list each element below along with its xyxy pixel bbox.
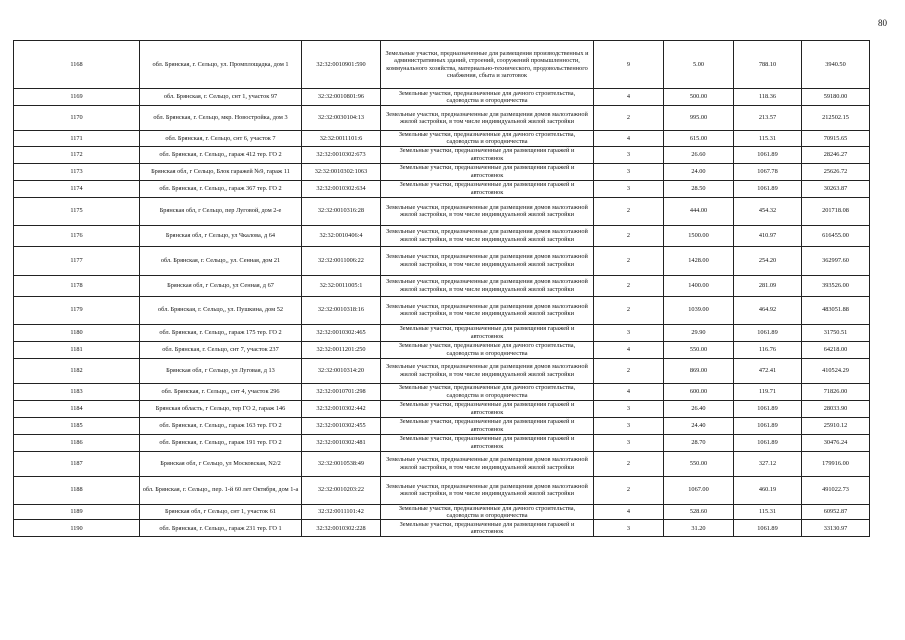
cell-cadastral-number: 32:32:0011201:250	[302, 341, 381, 358]
cell-row-number: 1171	[14, 131, 140, 147]
cell-cadastral-value: 64218.00	[802, 341, 870, 358]
cell-area: 444.00	[664, 197, 734, 225]
cell-address: обл. Брянская, г. Сельцо, ул. Промплощадка, дом 1	[140, 41, 302, 89]
table-row	[14, 324, 870, 341]
cell-row-number: 1181	[14, 341, 140, 358]
cell-row-number: 1184	[14, 400, 140, 417]
cell-cadastral-value: 28033.90	[802, 400, 870, 417]
table-row	[14, 146, 870, 163]
table-row	[14, 89, 870, 106]
cell-cadastral-number: 32:32:0010302:481	[302, 434, 381, 451]
cell-specific-value: 327.12	[734, 451, 802, 476]
cell-area: 995.00	[664, 106, 734, 131]
cell-area: 550.00	[664, 341, 734, 358]
cell-cadastral-value: 491022.73	[802, 476, 870, 504]
cell-group: 4	[594, 131, 664, 147]
cell-address: обл. Брянская, г. Сельцо, мкр. Новостройка, дом 3	[140, 106, 302, 131]
cell-area: 24.40	[664, 417, 734, 434]
cell-address: обл. Брянская, г. Сельцо,, гараж 191 тер. ГО 2	[140, 434, 302, 451]
cell-specific-value: 116.76	[734, 341, 802, 358]
table-row	[14, 341, 870, 358]
cell-cadastral-value: 71826.00	[802, 383, 870, 400]
cell-specific-value: 254.20	[734, 246, 802, 275]
cell-cadastral-number: 32:32:0010316:28	[302, 197, 381, 225]
cell-land-use: Земельные участки, предназначенные для размещения домов малоэтажной жилой застройки, в том числе индивидуальной жилой застройки	[381, 246, 594, 275]
cell-specific-value: 1067.78	[734, 163, 802, 180]
cell-group: 4	[594, 341, 664, 358]
cell-specific-value: 115.31	[734, 131, 802, 147]
cell-cadastral-value: 30263.87	[802, 180, 870, 197]
table-row	[14, 520, 870, 537]
cell-specific-value: 1061.89	[734, 434, 802, 451]
cell-cadastral-value: 25626.72	[802, 163, 870, 180]
cell-address: Брянская обл, г Сельцо, Блок гаражей №9, гараж 11	[140, 163, 302, 180]
cell-specific-value: 119.71	[734, 383, 802, 400]
cell-cadastral-number: 32:32:0010801:96	[302, 89, 381, 106]
cell-group: 2	[594, 197, 664, 225]
cell-row-number: 1178	[14, 275, 140, 296]
cell-group: 3	[594, 324, 664, 341]
cell-specific-value: 410.97	[734, 225, 802, 246]
cell-cadastral-value: 31750.51	[802, 324, 870, 341]
cell-row-number: 1189	[14, 504, 140, 520]
cell-cadastral-number: 32:32:0010901:590	[302, 41, 381, 89]
cell-row-number: 1187	[14, 451, 140, 476]
cell-address: обл. Брянская, г. Сельцо, снт 7, участок 237	[140, 341, 302, 358]
cell-address: обл. Брянская, г. Сельцо,, ул. Пушкина, дом 52	[140, 296, 302, 324]
cell-specific-value: 1061.89	[734, 324, 802, 341]
cell-land-use: Земельные участки, предназначенные для размещения гаражей и автостоянок	[381, 400, 594, 417]
cell-cadastral-value: 362997.60	[802, 246, 870, 275]
cell-cadastral-value: 28246.27	[802, 146, 870, 163]
cell-address: обл. Брянская, г. Сельцо, снт 6, участок 7	[140, 131, 302, 147]
cell-group: 3	[594, 400, 664, 417]
cell-area: 26.40	[664, 400, 734, 417]
cell-area: 615.00	[664, 131, 734, 147]
cell-land-use: Земельные участки, предназначенные для размещения гаражей и автостоянок	[381, 180, 594, 197]
cell-row-number: 1177	[14, 246, 140, 275]
table-row	[14, 275, 870, 296]
cell-group: 2	[594, 451, 664, 476]
cell-area: 5.00	[664, 41, 734, 89]
table-row	[14, 131, 870, 147]
cell-area: 550.00	[664, 451, 734, 476]
cell-cadastral-number: 32:32:0010302:634	[302, 180, 381, 197]
cell-group: 3	[594, 434, 664, 451]
cell-address: обл. Брянская, г. Сельцо,, гараж 231 тер. ГО 1	[140, 520, 302, 537]
cell-specific-value: 1061.89	[734, 400, 802, 417]
cell-cadastral-value: 70915.65	[802, 131, 870, 147]
cell-row-number: 1176	[14, 225, 140, 246]
cell-group: 2	[594, 358, 664, 383]
table-row	[14, 504, 870, 520]
cell-land-use: Земельные участки, предназначенные для размещения гаражей и автостоянок	[381, 417, 594, 434]
cell-cadastral-value: 59180.00	[802, 89, 870, 106]
cell-group: 3	[594, 146, 664, 163]
cell-address: обл. Брянская, г. Сельцо,, гараж 367 тер. ГО 2	[140, 180, 302, 197]
cell-land-use: Земельные участки, предназначенные для дачного строительства, садоводства и огородничества	[381, 504, 594, 520]
cell-address: обл. Брянская, г. Сельцо,, ул. Сенная, дом 21	[140, 246, 302, 275]
cell-cadastral-number: 32:32:0010302:442	[302, 400, 381, 417]
cell-area: 1039.00	[664, 296, 734, 324]
cell-cadastral-number: 32:32:0010302:455	[302, 417, 381, 434]
cell-area: 28.70	[664, 434, 734, 451]
cell-cadastral-value: 60952.87	[802, 504, 870, 520]
cell-cadastral-value: 410524.29	[802, 358, 870, 383]
table-row	[14, 296, 870, 324]
table-row	[14, 451, 870, 476]
cell-address: обл. Брянская, г. Сельцо,, снт 4, участок 296	[140, 383, 302, 400]
cell-specific-value: 788.10	[734, 41, 802, 89]
table-row	[14, 225, 870, 246]
cell-cadastral-number: 32:32:0010314:20	[302, 358, 381, 383]
cell-cadastral-number: 32:32:0010406:4	[302, 225, 381, 246]
cell-specific-value: 464.92	[734, 296, 802, 324]
cell-address: обл. Брянская, г. Сельцо,, пер. 1-й 60 лет Октября, дом 1-а	[140, 476, 302, 504]
cell-row-number: 1175	[14, 197, 140, 225]
cell-specific-value: 454.32	[734, 197, 802, 225]
cell-group: 3	[594, 520, 664, 537]
cell-address: Брянская область, г Сельцо, тер ГО 2, гараж 146	[140, 400, 302, 417]
cell-address: Брянская обл, г Сельцо, ул Чкалова, д 64	[140, 225, 302, 246]
cell-area: 1400.00	[664, 275, 734, 296]
cell-land-use: Земельные участки, предназначенные для размещения домов малоэтажной жилой застройки, в том числе индивидуальной жилой застройки	[381, 197, 594, 225]
cell-specific-value: 460.19	[734, 476, 802, 504]
cell-area: 1500.00	[664, 225, 734, 246]
cell-cadastral-number: 32:32:0011006:22	[302, 246, 381, 275]
table-row	[14, 180, 870, 197]
cell-row-number: 1183	[14, 383, 140, 400]
cell-row-number: 1168	[14, 41, 140, 89]
cell-cadastral-number: 32:32:0010203:22	[302, 476, 381, 504]
cell-land-use: Земельные участки, предназначенные для размещения гаражей и автостоянок	[381, 434, 594, 451]
cell-cadastral-number: 32:32:0010538:49	[302, 451, 381, 476]
table-row	[14, 41, 870, 89]
cell-group: 4	[594, 383, 664, 400]
cell-cadastral-number: 32:32:0011101:42	[302, 504, 381, 520]
cell-cadastral-value: 33130.97	[802, 520, 870, 537]
cell-row-number: 1170	[14, 106, 140, 131]
cell-land-use: Земельные участки, предназначенные для размещения гаражей и автостоянок	[381, 163, 594, 180]
cell-area: 500.00	[664, 89, 734, 106]
cell-land-use: Земельные участки, предназначенные для размещения домов малоэтажной жилой застройки, в том числе индивидуальной жилой застройки	[381, 225, 594, 246]
cell-cadastral-number: 32:32:0011101:6	[302, 131, 381, 147]
cell-land-use: Земельные участки, предназначенные для дачного строительства, садоводства и огородничества	[381, 131, 594, 147]
cell-specific-value: 1061.89	[734, 146, 802, 163]
cell-cadastral-value: 393526.00	[802, 275, 870, 296]
cell-group: 4	[594, 504, 664, 520]
cell-area: 600.00	[664, 383, 734, 400]
cell-specific-value: 1061.89	[734, 520, 802, 537]
cell-row-number: 1180	[14, 324, 140, 341]
cell-land-use: Земельные участки, предназначенные для дачного строительства, садоводства и огородничества	[381, 341, 594, 358]
cell-land-use: Земельные участки, предназначенные для размещения домов малоэтажной жилой застройки, в том числе индивидуальной жилой застройки	[381, 476, 594, 504]
cell-address: обл. Брянская, г. Сельцо,, гараж 412 тер. ГО 2	[140, 146, 302, 163]
cell-area: 31.20	[664, 520, 734, 537]
cell-row-number: 1173	[14, 163, 140, 180]
cell-land-use: Земельные участки, предназначенные для дачного строительства, садоводства и огородничества	[381, 383, 594, 400]
table-row	[14, 383, 870, 400]
table-row	[14, 358, 870, 383]
table-row	[14, 476, 870, 504]
cell-group: 2	[594, 275, 664, 296]
cell-address: Брянская обл, г Сельцо, снт 1, участок 61	[140, 504, 302, 520]
cell-area: 869.00	[664, 358, 734, 383]
cell-cadastral-number: 32:32:0010302:228	[302, 520, 381, 537]
cell-cadastral-value: 179916.00	[802, 451, 870, 476]
cell-group: 2	[594, 296, 664, 324]
cell-land-use: Земельные участки, предназначенные для размещения домов малоэтажной жилой застройки, в том числе индивидуальной жилой застройки	[381, 451, 594, 476]
cell-cadastral-value: 25910.12	[802, 417, 870, 434]
table-row	[14, 106, 870, 131]
cell-address: Брянская обл, г Сельцо, ул Московская, N2/2	[140, 451, 302, 476]
cell-group: 2	[594, 106, 664, 131]
cell-row-number: 1169	[14, 89, 140, 106]
land-plots-table	[13, 40, 870, 537]
cell-row-number: 1185	[14, 417, 140, 434]
cell-area: 1067.00	[664, 476, 734, 504]
cell-specific-value: 115.31	[734, 504, 802, 520]
cell-area: 24.00	[664, 163, 734, 180]
cell-address: Брянская обл, г Сельцо, ул Сенная, д 67	[140, 275, 302, 296]
cell-row-number: 1179	[14, 296, 140, 324]
cell-address: Брянская обл, г Сельцо, ул Луговая, д 13	[140, 358, 302, 383]
cell-row-number: 1186	[14, 434, 140, 451]
cell-group: 9	[594, 41, 664, 89]
cell-cadastral-number: 32:32:0010318:16	[302, 296, 381, 324]
cell-specific-value: 213.57	[734, 106, 802, 131]
cell-group: 2	[594, 225, 664, 246]
cell-group: 2	[594, 476, 664, 504]
cell-land-use: Земельные участки, предназначенные для размещения гаражей и автостоянок	[381, 324, 594, 341]
cell-group: 3	[594, 417, 664, 434]
cell-land-use: Земельные участки, предназначенные для размещения домов малоэтажной жилой застройки, в том числе индивидуальной жилой застройки	[381, 358, 594, 383]
table-row	[14, 246, 870, 275]
table-row	[14, 163, 870, 180]
cell-area: 528.60	[664, 504, 734, 520]
table-row	[14, 400, 870, 417]
cell-specific-value: 1061.89	[734, 417, 802, 434]
cell-group: 2	[594, 246, 664, 275]
cell-area: 28.50	[664, 180, 734, 197]
cell-address: обл. Брянская, г. Сельцо,, гараж 163 тер. ГО 2	[140, 417, 302, 434]
table-row	[14, 434, 870, 451]
cell-cadastral-number: 32:32:0010302:1063	[302, 163, 381, 180]
cell-row-number: 1190	[14, 520, 140, 537]
cell-cadastral-value: 616455.00	[802, 225, 870, 246]
cell-row-number: 1172	[14, 146, 140, 163]
cell-row-number: 1188	[14, 476, 140, 504]
cell-cadastral-number: 32:32:0010302:465	[302, 324, 381, 341]
cell-land-use: Земельные участки, предназначенные для размещения домов малоэтажной жилой застройки, в том числе индивидуальной жилой застройки	[381, 106, 594, 131]
cell-land-use: Земельные участки, предназначенные для размещения производственных и административных зданий, строений, сооружений промышленности, коммунального хозяйства, материально-технического, продовольственного снабжения, сбыта и заготовок	[381, 41, 594, 89]
cell-area: 29.90	[664, 324, 734, 341]
cell-specific-value: 472.41	[734, 358, 802, 383]
cell-specific-value: 118.36	[734, 89, 802, 106]
cell-land-use: Земельные участки, предназначенные для размещения домов малоэтажной жилой застройки, в том числе индивидуальной жилой застройки	[381, 275, 594, 296]
cell-cadastral-number: 32:32:0010701:298	[302, 383, 381, 400]
cell-row-number: 1182	[14, 358, 140, 383]
cell-cadastral-number: 32:32:0010302:673	[302, 146, 381, 163]
table-row	[14, 197, 870, 225]
cell-cadastral-value: 483051.88	[802, 296, 870, 324]
cell-address: Брянская обл, г Сельцо, пер Луговой, дом 2-е	[140, 197, 302, 225]
cell-area: 1428.00	[664, 246, 734, 275]
page-number: 80	[878, 18, 887, 28]
cell-cadastral-value: 3940.50	[802, 41, 870, 89]
cell-cadastral-number: 32:32:0030104:13	[302, 106, 381, 131]
cell-cadastral-value: 212502.15	[802, 106, 870, 131]
cell-group: 3	[594, 180, 664, 197]
cell-group: 4	[594, 89, 664, 106]
cell-cadastral-number: 32:32:0011005:1	[302, 275, 381, 296]
cell-area: 26.60	[664, 146, 734, 163]
cell-land-use: Земельные участки, предназначенные для размещения домов малоэтажной жилой застройки, в том числе индивидуальной жилой застройки	[381, 296, 594, 324]
table-row	[14, 417, 870, 434]
cell-land-use: Земельные участки, предназначенные для дачного строительства, садоводства и огородничества	[381, 89, 594, 106]
cell-address: обл. Брянская, г. Сельцо, снт 1, участок 97	[140, 89, 302, 106]
cell-land-use: Земельные участки, предназначенные для размещения гаражей и автостоянок	[381, 520, 594, 537]
cell-address: обл. Брянская, г. Сельцо,, гараж 175 тер. ГО 2	[140, 324, 302, 341]
cell-specific-value: 281.09	[734, 275, 802, 296]
cell-land-use: Земельные участки, предназначенные для размещения гаражей и автостоянок	[381, 146, 594, 163]
cell-cadastral-value: 30476.24	[802, 434, 870, 451]
cell-row-number: 1174	[14, 180, 140, 197]
cell-group: 3	[594, 163, 664, 180]
table-body	[14, 41, 870, 537]
cell-cadastral-value: 201718.08	[802, 197, 870, 225]
cell-specific-value: 1061.89	[734, 180, 802, 197]
